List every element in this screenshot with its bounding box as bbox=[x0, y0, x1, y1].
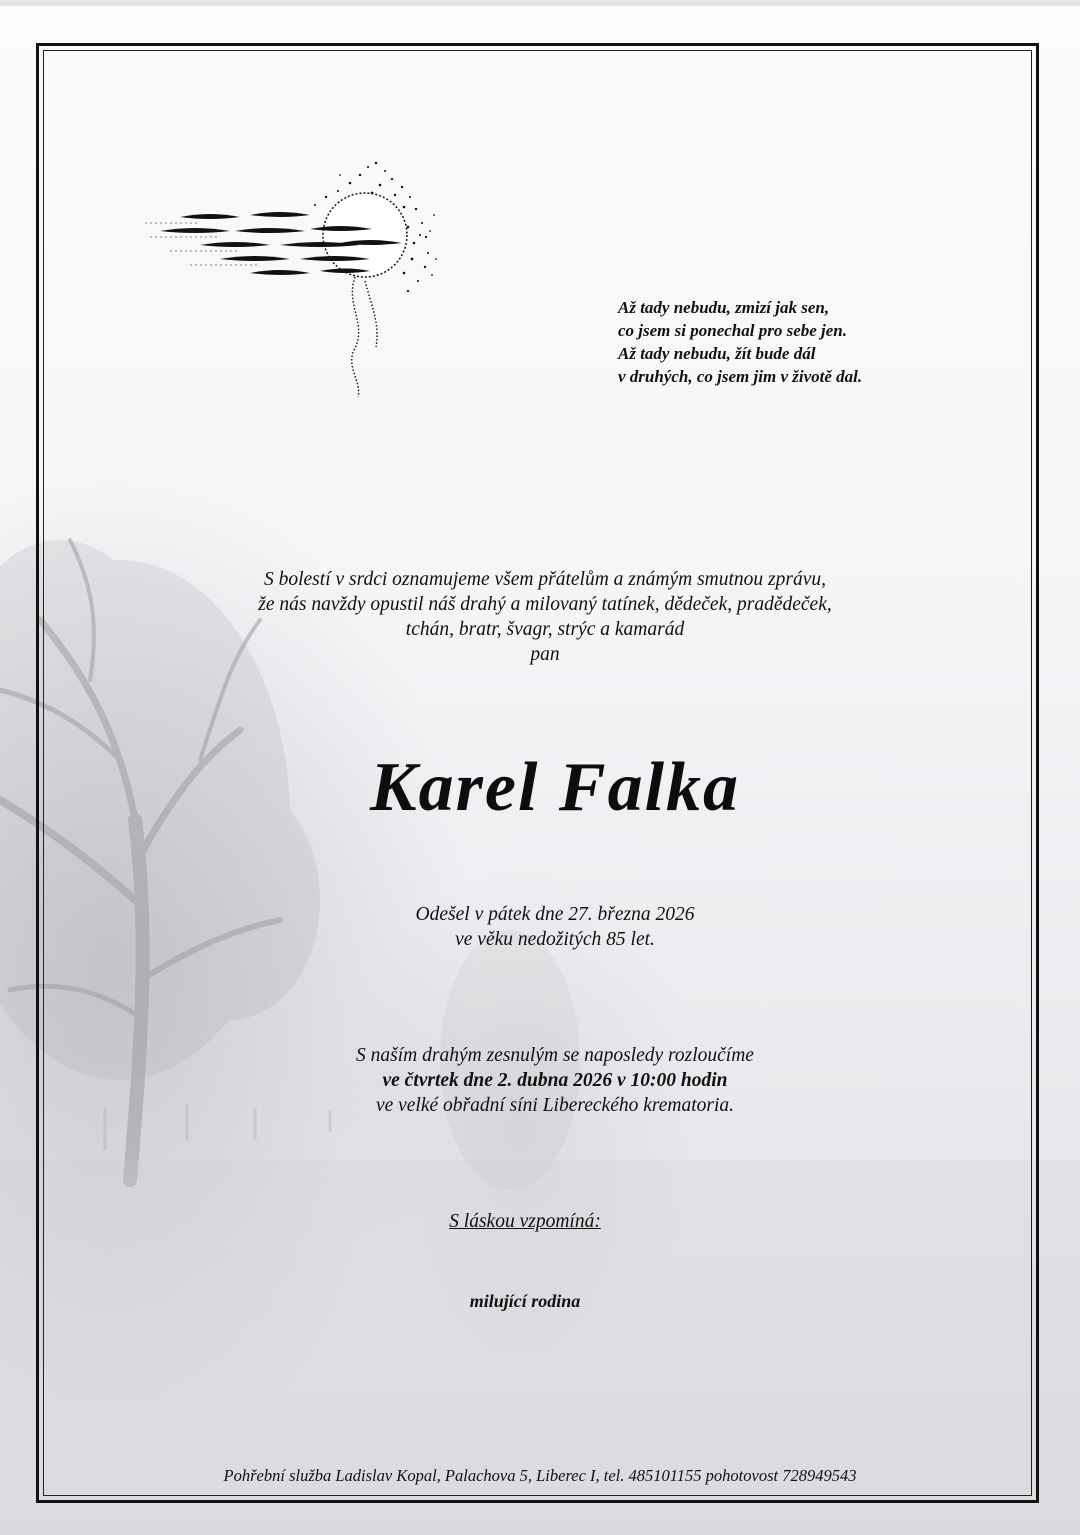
announcement-text bbox=[150, 567, 940, 667]
announcement-line: S bolestí v srdci oznamujeme všem přátelům a známým smutnou zprávu, bbox=[263, 569, 826, 590]
poem-line: Až tady nebudu, zmizí jak sen, bbox=[618, 298, 830, 317]
top-edge bbox=[0, 0, 1080, 6]
farewell-line: S naším drahým zesnulým se naposledy rozloučíme bbox=[356, 1045, 754, 1066]
announcement-line: tchán, bratr, švagr, strýc a kamarád bbox=[405, 619, 685, 640]
poem bbox=[618, 296, 948, 388]
poem-line: co jsem si ponechal pro sebe jen. bbox=[618, 321, 848, 340]
death-info bbox=[250, 902, 860, 952]
poem-line: Až tady nebudu, žít bude dál bbox=[618, 344, 816, 363]
death-info-line: ve věku nedožitých 85 let. bbox=[455, 929, 655, 950]
remembrance-heading: S láskou vzpomíná: bbox=[449, 1211, 601, 1232]
announcement-line: že nás navždy opustil náš drahý a milovaný tatínek, dědeček, pradědeček, bbox=[258, 594, 832, 615]
farewell-location: ve velké obřadní síni Libereckého krematoria. bbox=[375, 1095, 735, 1116]
poem-line: v druhých, co jsem jim v životě dal. bbox=[618, 367, 863, 386]
death-info-line: Odešel v pátek dne 27. března 2026 bbox=[415, 904, 695, 925]
farewell-date-time: ve čtvrtek dne 2. dubna 2026 v 10:00 hodin bbox=[382, 1070, 728, 1091]
deceased-name: Karel Falka bbox=[369, 749, 741, 826]
family-signature: milující rodina bbox=[469, 1291, 581, 1311]
announcement-line: pan bbox=[530, 644, 560, 665]
farewell-ceremony-info bbox=[200, 1043, 910, 1118]
funeral-service-footer: Pohřební služba Ladislav Kopal, Palachova 5, Liberec I, tel. 485101155 pohotovost 728949543 bbox=[223, 1466, 857, 1485]
setting-sun-emblem-icon bbox=[140, 135, 450, 415]
